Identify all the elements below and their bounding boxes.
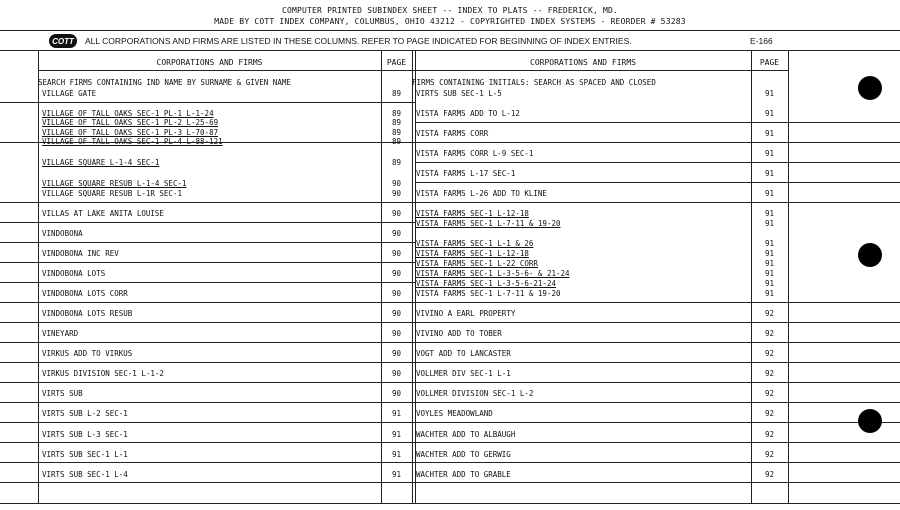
- rule-bottom: [0, 503, 900, 504]
- page-ref: 90: [391, 189, 402, 198]
- list-item: VINDOBONA: [42, 229, 83, 238]
- list-item: VIRTS SUB SEC-1 L-5: [416, 89, 502, 98]
- list-item: VOGT ADD TO LANCASTER: [416, 349, 511, 358]
- page-ref: 91: [764, 89, 775, 98]
- list-item: VISTA FARMS CORR L-9 SEC-1: [416, 149, 534, 158]
- rule-header-top: [0, 50, 900, 51]
- punch-hole: [858, 243, 882, 267]
- list-item: WACHTER ADD TO ALBAUGH: [416, 430, 516, 439]
- page-ref: 91: [764, 259, 775, 268]
- page-ref: 91: [391, 470, 402, 479]
- row-rule: [415, 122, 900, 123]
- list-item: VINDOBONA LOTS: [42, 269, 106, 278]
- list-item: VISTA FARMS L-26 ADD TO KLINE: [416, 189, 547, 198]
- page-ref: 89: [391, 109, 402, 118]
- list-item: VILLAS AT LAKE ANITA LOUISE: [42, 209, 164, 218]
- page-ref: 92: [764, 389, 775, 398]
- list-item: VINDOBONA INC REV: [42, 249, 119, 258]
- page-ref: 92: [764, 329, 775, 338]
- list-item: VIRTS SUB L-2 SEC-1: [42, 409, 128, 418]
- row-rule: [0, 482, 900, 483]
- list-item: VISTA FARMS L-17 SEC-1: [416, 169, 516, 178]
- list-item: VISTA FARMS SEC-1 L-3-5-6- & 21-24: [416, 269, 570, 278]
- list-item: VISTA FARMS SEC-1 L-7-11 & 19-20: [416, 219, 561, 228]
- row-rule: [0, 462, 900, 463]
- row-rule: [0, 222, 415, 223]
- rule-top: [0, 30, 900, 31]
- page-ref: 90: [391, 369, 402, 378]
- list-item: VISTA FARMS SEC-1 L-12-18: [416, 249, 529, 258]
- page-ref: 91: [764, 109, 775, 118]
- list-item: VOYLES MEADOWLAND: [416, 409, 493, 418]
- page-ref: 89: [391, 158, 402, 167]
- row-rule: [0, 362, 900, 363]
- right-page-title: PAGE: [759, 58, 780, 67]
- page-ref: 90: [391, 289, 402, 298]
- row-rule: [415, 142, 900, 143]
- page-ref: 91: [764, 129, 775, 138]
- list-item: VILLAGE OF TALL OAKS SEC-1 PL-3 L-70-87: [42, 128, 219, 137]
- page-ref: 89: [391, 89, 402, 98]
- list-item: VIVINO ADD TO TOBER: [416, 329, 502, 338]
- page-ref: 89: [391, 137, 402, 146]
- list-item: VINDOBONA LOTS CORR: [42, 289, 128, 298]
- page-ref: 90: [391, 179, 402, 188]
- list-item: VIRTS SUB SEC-1 L-1: [42, 450, 128, 459]
- list-item: VISTA FARMS SEC-1 L-1 & 26: [416, 239, 534, 248]
- cott-logo: COTT: [49, 34, 77, 48]
- page-ref: 90: [391, 329, 402, 338]
- right-column-title: CORPORATIONS AND FIRMS: [530, 58, 636, 67]
- page-ref: 92: [764, 430, 775, 439]
- list-item: VILLAGE SQUARE RESUB L-1-4 SEC-1: [42, 179, 187, 188]
- page-ref: 90: [391, 249, 402, 258]
- list-item: VILLAGE GATE: [42, 89, 97, 98]
- row-rule: [0, 282, 415, 283]
- list-item: VILLAGE OF TALL OAKS SEC-1 PL-4 L-88-121: [42, 137, 223, 146]
- row-rule: [0, 422, 900, 423]
- row-rule: [0, 322, 900, 323]
- page-ref: 91: [764, 269, 775, 278]
- row-rule: [0, 202, 415, 203]
- page-ref: 91: [764, 149, 775, 158]
- page-ref: 91: [764, 219, 775, 228]
- page-ref: 91: [391, 450, 402, 459]
- list-item: VISTA FARMS SEC-1 L-7-11 & 19-20: [416, 289, 561, 298]
- list-item: VISTA FARMS SEC-1 L-3-5-6-21-24: [416, 279, 556, 288]
- row-rule: [415, 202, 900, 203]
- page-ref: 92: [764, 450, 775, 459]
- punch-hole: [858, 76, 882, 100]
- list-item: VISTA FARMS CORR: [416, 129, 489, 138]
- list-item: WACHTER ADD TO GERWIG: [416, 450, 511, 459]
- page-ref: 90: [391, 229, 402, 238]
- list-item: VIVINO A EARL PROPERTY: [416, 309, 516, 318]
- page-ref: 91: [764, 189, 775, 198]
- list-item: VIRTS SUB L-3 SEC-1: [42, 430, 128, 439]
- page-ref: 91: [764, 169, 775, 178]
- notice-text: ALL CORPORATIONS AND FIRMS ARE LISTED IN THESE COLUMNS. REFER TO PAGE INDICATED FOR BEGINNING OF INDEX ENTRIES.: [85, 36, 632, 46]
- page-ref: 91: [764, 239, 775, 248]
- list-item: VILLAGE OF TALL OAKS SEC-1 PL-2 L-25-69: [42, 118, 219, 127]
- list-item: VIRTS SUB SEC-1 L-4: [42, 470, 128, 479]
- notice-bar: [49, 32, 632, 50]
- row-rule: [0, 342, 900, 343]
- sheet-title: COMPUTER PRINTED SUBINDEX SHEET -- INDEX TO PLATS -- FREDERICK, MD.: [281, 6, 619, 15]
- page-ref: 89: [391, 118, 402, 127]
- page-ref: 90: [391, 309, 402, 318]
- col-divider-right: [788, 50, 789, 503]
- page-ref: 91: [764, 289, 775, 298]
- page-ref: 90: [391, 349, 402, 358]
- list-item: VOLLMER DIVISION SEC-1 L-2: [416, 389, 534, 398]
- list-item: VIRKUS ADD TO VIRKUS: [42, 349, 133, 358]
- list-item: VINDOBONA LOTS RESUB: [42, 309, 133, 318]
- page-ref: 92: [764, 369, 775, 378]
- page-ref: 92: [764, 309, 775, 318]
- row-rule: [0, 442, 900, 443]
- list-item: VIRKUS DIVISION SEC-1 L-1-2: [42, 369, 164, 378]
- list-item: VILLAGE OF TALL OAKS SEC-1 PL-1 L-1-24: [42, 109, 214, 118]
- row-rule: [0, 402, 900, 403]
- page-ref: 89: [391, 128, 402, 137]
- page-ref: 92: [764, 349, 775, 358]
- page-ref: 91: [764, 249, 775, 258]
- page-ref: 90: [391, 209, 402, 218]
- list-item: VILLAGE SQUARE L-1-4 SEC-1: [42, 158, 160, 167]
- row-rule: [0, 102, 415, 103]
- left-column-subtitle: SEARCH FIRMS CONTAINING IND NAME BY SURNAME & GIVEN NAME: [38, 78, 291, 87]
- left-page-title: PAGE: [386, 58, 407, 67]
- col-divider-page1-right: [412, 50, 413, 503]
- list-item: VILLAGE SQUARE RESUB L-1R SEC-1: [42, 189, 182, 198]
- list-item: VIRTS SUB: [42, 389, 83, 398]
- row-rule: [0, 262, 415, 263]
- page-ref: 90: [391, 389, 402, 398]
- row-rule: [415, 162, 900, 163]
- page-ref: 91: [391, 430, 402, 439]
- sheet-publisher: MADE BY COTT INDEX COMPANY, COLUMBUS, OHIO 43212 - COPYRIGHTED INDEX SYSTEMS - REORDER # 53283: [214, 17, 686, 26]
- row-rule: [0, 382, 900, 383]
- page-ref: 91: [764, 279, 775, 288]
- right-column-subtitle: FIRMS CONTAINING INITIALS: SEARCH AS SPACED AND CLOSED: [412, 78, 656, 87]
- list-item: WACHTER ADD TO GRABLE: [416, 470, 511, 479]
- col-divider-left: [38, 50, 39, 503]
- list-item: VINEYARD: [42, 329, 79, 338]
- list-item: VISTA FARMS ADD TO L-12: [416, 109, 520, 118]
- row-rule: [415, 182, 900, 183]
- punch-hole: [858, 409, 882, 433]
- page-ref: 91: [391, 409, 402, 418]
- page-ref: 90: [391, 269, 402, 278]
- left-column-title: CORPORATIONS AND FIRMS: [156, 58, 263, 67]
- rule-header-bottom: [38, 70, 788, 71]
- page-ref: 92: [764, 409, 775, 418]
- sheet-number: E-166: [750, 36, 773, 46]
- list-item: VISTA FARMS SEC-1 L-12-18: [416, 209, 529, 218]
- page-ref: 91: [764, 209, 775, 218]
- list-item: VISTA FARMS SEC-1 L-22 CORR: [416, 259, 538, 268]
- list-item: VOLLMER DIV SEC-1 L-1: [416, 369, 511, 378]
- page-ref: 92: [764, 470, 775, 479]
- row-rule: [0, 302, 900, 303]
- row-rule: [0, 242, 415, 243]
